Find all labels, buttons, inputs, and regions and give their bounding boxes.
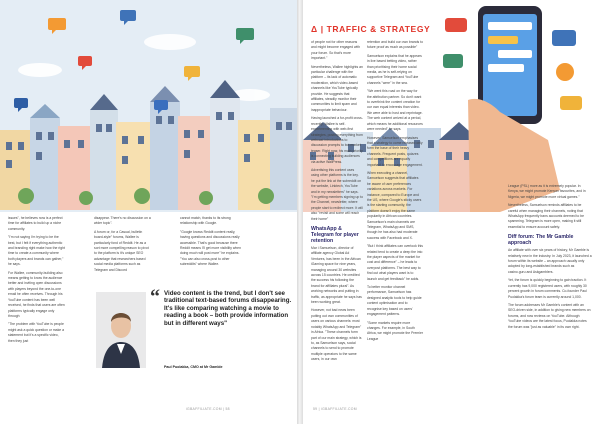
- paragraph: To better monitor channel performance, Samuelson has designed analytic tools to help guide content optimisation and to recognise key based on users' engagement patterns.: [367, 285, 422, 317]
- paragraph: of people not for other reasons and might become engaged with your forum. So that's more important.": [311, 40, 361, 61]
- paragraph: League (PSL) more as it is extremely popular. In Kenya, we might promote Kenyan favourites, and in Nigeria, we might promote more virtual games.": [508, 184, 586, 199]
- paragraph: Mar i Samuelson, director of affiliate agency Global Ad Ventures, has been in the African iGaming space for nine years, managing around 30 websites across 15 countries. He credited the success his following the brand for affiliates plural". As working networks and putting in traffic, as appropriate he says has been working great.: [311, 246, 362, 305]
- folio-left: iGBAFFILIATE.COM | 58: [186, 407, 230, 411]
- subheading: WhatsApp & Telegram for player retention: [311, 226, 359, 244]
- right-col-1: [311, 40, 363, 366]
- portrait-svg: [96, 292, 146, 368]
- quote-mark-icon: “: [150, 286, 160, 308]
- paragraph: "I'm not saying I'm trying to be the best, but I felt if everything authentic and branding right make how the right time to create a community where both players and brands can gather," he says.: [8, 235, 65, 267]
- paragraph: disappear. There's no discussion on a wider topic".: [94, 216, 151, 226]
- paragraph: "The problem with YouTube is people might ask a quick question or make a statement but it's a specific video, then they just: [8, 322, 64, 343]
- paragraph: cannot match, thanks to its strong relationship with Google.: [180, 216, 231, 226]
- paragraph: An affiliate with over six years of history, Mr Gamble is relatively new in the industry. In July 2023, it launched a forum within its website – an approach usually only adopted by long-established brands such as casino.guru and Askgamblers.: [508, 248, 592, 274]
- paragraph: retention and build our own brands to future proof as much as possible": [367, 40, 423, 50]
- paragraph: "Google knows Reddit content really, having questions and discussions really accessible. That's good because there Reddit means I'll get more visibility when doing much will post more" he explains. "You can also cross-post to other subreddits" where Wallee.: [180, 229, 241, 267]
- left-col-3: [180, 216, 242, 271]
- paragraph: "We went this road on the way for the attribution partner. So don't want to overthink the content creation for our own equal interests than video. We were able to host and reprintage. The web content arrived at a period, which means he additional resources were needed" he says.: [367, 89, 423, 132]
- paragraph: "Some markets require more changes. For example, in South Africa, we might promote the Premier League: [367, 320, 423, 341]
- folio-right: 59 | iGBAFFILIATE.COM: [313, 407, 357, 411]
- paragraph: issues", he believes now is a perfect time for affiliates to build up a niche community.: [8, 216, 63, 231]
- portrait-photo: [96, 292, 146, 368]
- paragraph: When executing a channel, Samuelson suggests that affiliates be aware of user preferences variations across markets. For instance, compared to Europe and the US, where Google's sticky users is the starting community, the platform doesn't enjoy the same popularity in African countries. Samuelson's main channels are Telegram, WhatsApp and SMS, though he has also had moderate success with Facebook and X.: [367, 170, 422, 240]
- paragraph: Yet, the forum is quickly beginning to gain traction. It currently has 9,000 registered users, with roughly 30 percent growth in forum comments. Co-founder Paul Puolakka's forum team is currently around 1,000.: [508, 278, 587, 299]
- paragraph: Having launched a for-profit cross-recently, Wallee is self-experimenting with web-first strategies, posting everything from webcast introductions to discussion prompts to bot market teaser. Right now, his main priority is connecting building audiences via active WallPress.: [311, 116, 363, 164]
- paragraph: The forum addresses Mr Gamble's content with an SEO-driven side, in addition to giving new members on forums, and now reviews on YouTube. Although YouTube videos are the latest focus, Puolakka notes the forum was "just as valuable" in its own right.: [508, 302, 591, 329]
- section-heading: [311, 24, 430, 34]
- paragraph: "But I think affiliates can overlook this related tend to create a deep the into the player aspects of the market for cost and difference" – he leads to overpost platforms. The best way to find out what players want is to launch and get feedback" he adds.: [367, 244, 423, 281]
- right-col-3: [508, 184, 592, 333]
- paragraph: Samuelson explains that he appears in live based betting video, rather than prioritising their home social media, as he is self-relying on supportive Telegram and YouTube channels "were" in the sea.: [367, 53, 422, 85]
- paragraph: Advertising this content uses using other platforms is the key. he put the link at the subreddit on the website, Linktech, YouTube and in my newsletters" he says. "I'm getting members signing up to the Channel, newsletter, where people start to redirect more. It will also "revisit and some will reach their home": [311, 167, 363, 221]
- left-col-2: [94, 216, 152, 276]
- paragraph: For Wallee, community-building also means getting to know the audience better and inviting open discussions with players beyond the one-to-one email he often receives. Through his YouTube content has been well received, he finds that users are often platforms typically engage only through: [8, 270, 65, 318]
- paragraph: A forum or, for a Casual, bulletin board-style" forums, Wallee is particularly fond of Reddit. He as a sort more compelling reason to pivot to the platform is it's unique SEO advantage that researchers based social media platforms such as Telegram and Discord: [94, 229, 149, 272]
- pull-quote: Video content is the trend, but I don't see traditional text-based forums disappearing. It's like comparing watching a movie to reading a book – both provide information but in different ways": [164, 290, 292, 327]
- paragraph: Nevertheless, Wallee highlights an particular challenge with the platform – its lack of automatic moderation, which video-based channels like YouTube typically provide. He suggests that affiliates, steadily monitor their communities to limit spam and inappropriate behaviour.: [311, 64, 363, 112]
- paragraph: Nevertheless, Samuelson reminds affiliates to be careful when managing their channels, noting that WhatsApp frequently bans accounts deemed to be spamming. Telegram is more open, making it still essential to ensure account safety.: [508, 203, 584, 229]
- left-col-1: [8, 216, 66, 347]
- paragraph: However, not bad news been putting out own communities of users on various channels: most notably WhatsApp and Telegram" in Africa. "These channels form part of our main strategy, which is to, as Samuelson says, social channels to send to promote multiple operators to the same users, in our own: [311, 308, 362, 362]
- subheading: Diff forum: The Mr Gamble approach: [508, 234, 574, 247]
- quote-attribution: Paul Puolakka, CMO at Mr Gamble: [164, 365, 223, 369]
- right-col-2: [367, 40, 423, 345]
- section-divider: |: [320, 24, 324, 34]
- section-title: TRAFFIC & STRATEGY: [326, 24, 431, 34]
- paragraph: However, Samuelson emphasises that a strategy to come released only form the base of their heavy channels. Frequent posts, quizzes and competitions are equally important to encourage engagement.: [367, 135, 423, 167]
- section-mark: Δ: [311, 24, 318, 34]
